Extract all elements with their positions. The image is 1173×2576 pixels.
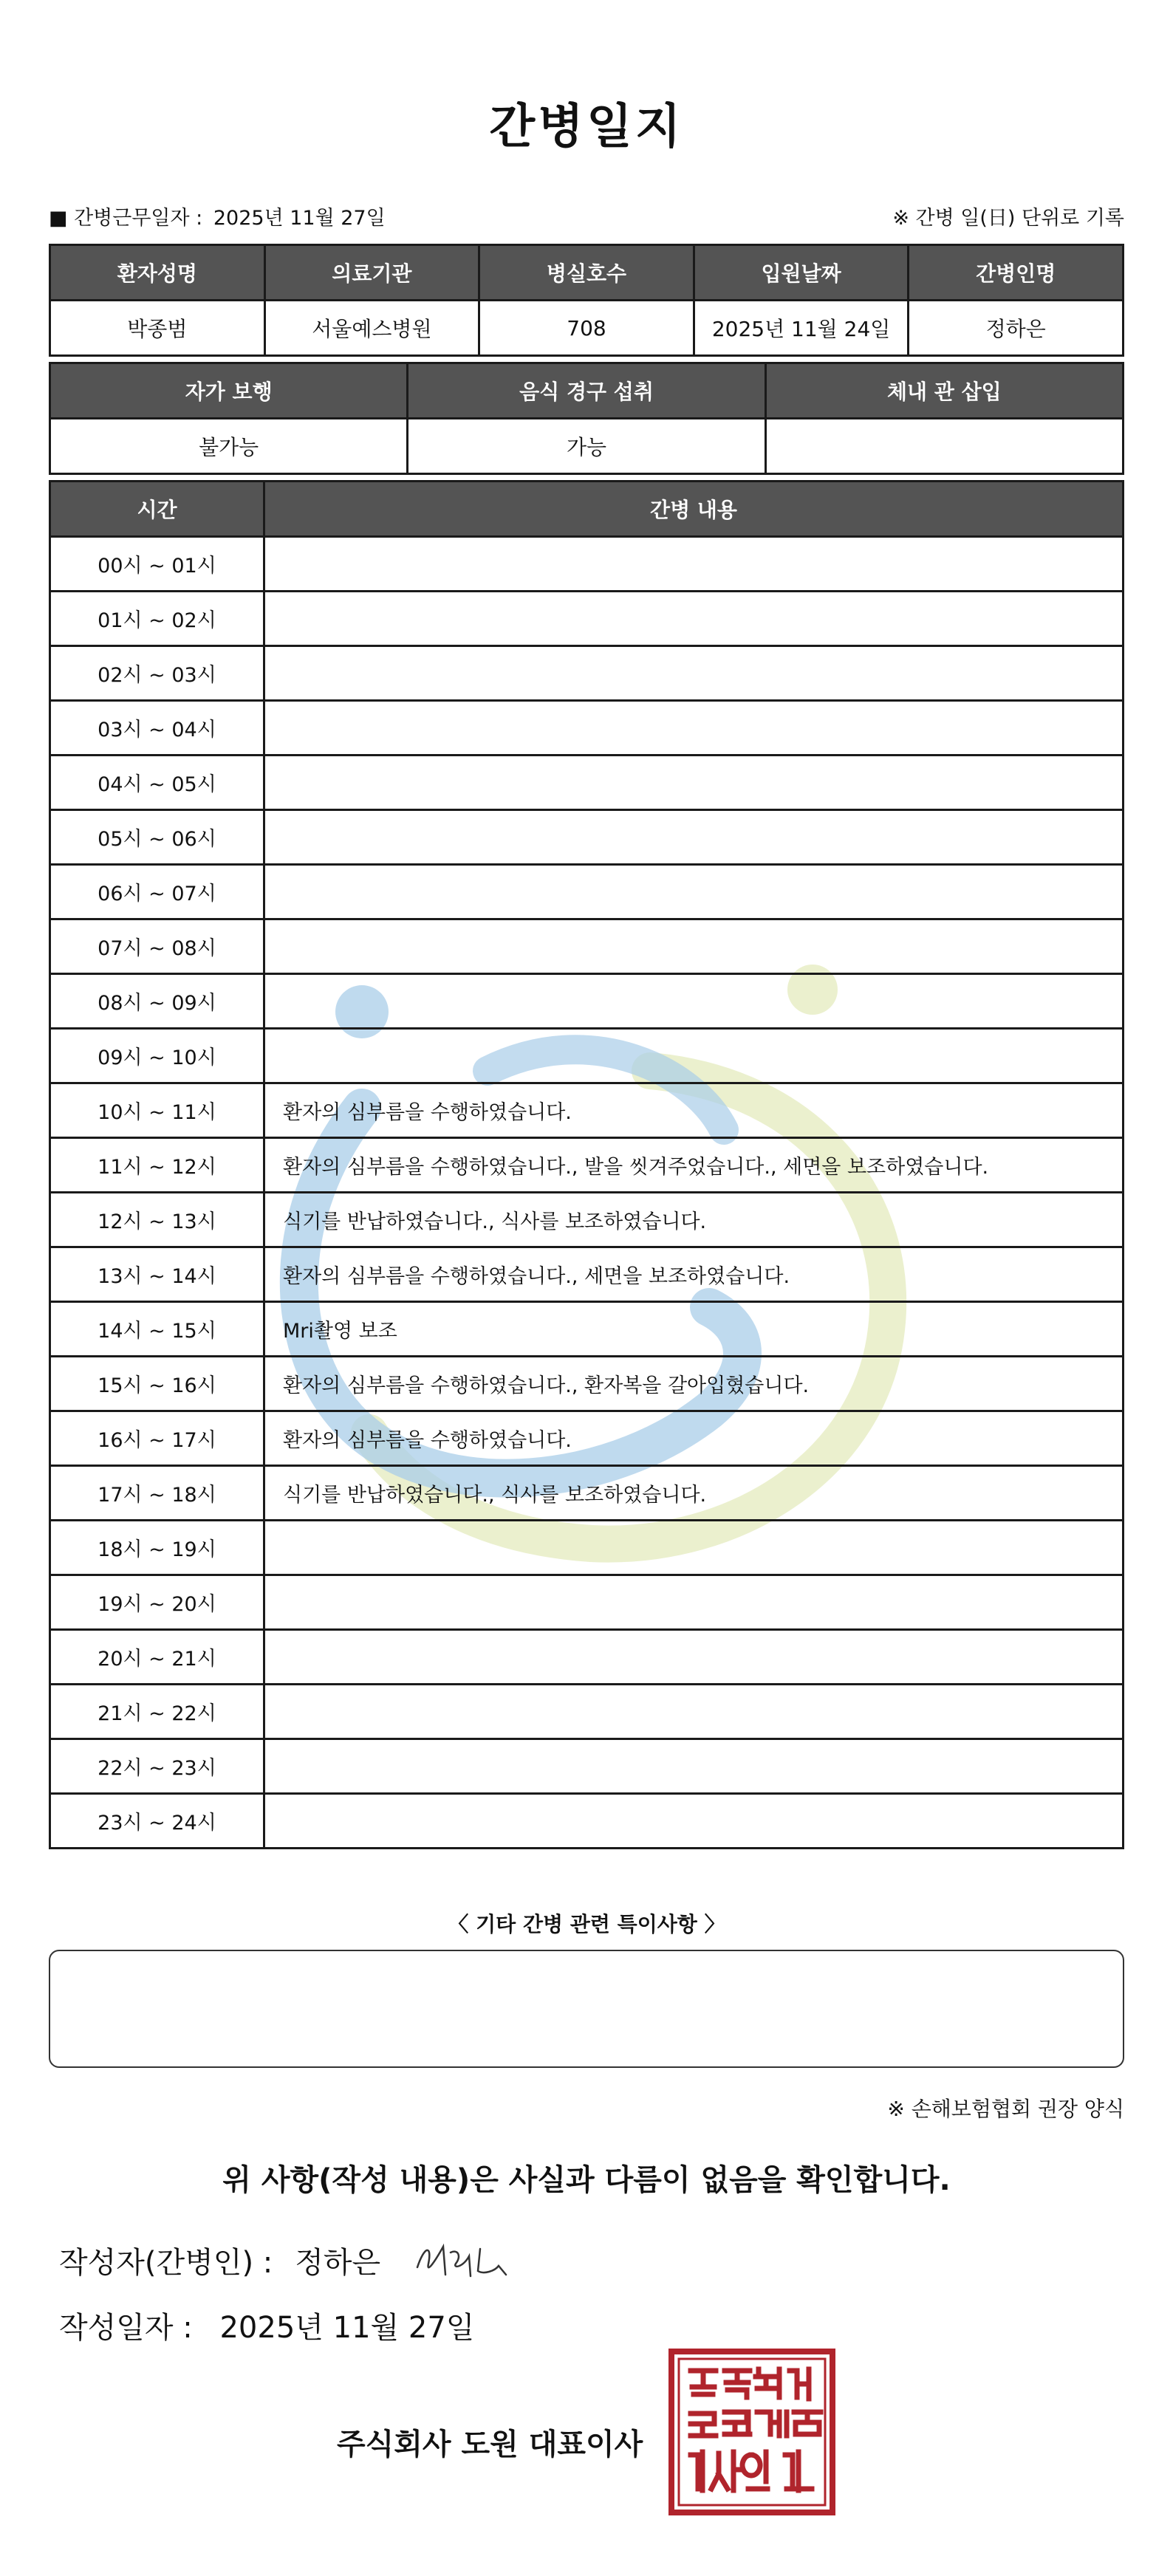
care-log-time: 05시 ~ 06시: [50, 810, 264, 865]
care-log-content: Mri촬영 보조: [264, 1302, 1124, 1357]
room-number: 708: [479, 301, 694, 356]
care-log-content: [264, 537, 1124, 592]
header-oral-intake: 음식 경구 섭취: [408, 363, 765, 419]
care-log-time: 00시 ~ 01시: [50, 537, 264, 592]
caregiver-name: 정하은: [909, 301, 1124, 356]
care-log-content: [264, 1029, 1124, 1083]
patient-status-table: [49, 362, 1124, 475]
date-value: 2025년 11월 27일: [219, 2311, 475, 2345]
confirmation-statement: 위 사항(작성 내용)은 사실과 다름이 없음을 확인합니다.: [222, 2163, 951, 2197]
care-log-time: 03시 ~ 04시: [50, 701, 264, 756]
meta-row: [49, 201, 1124, 230]
care-log-content: 환자의 심부름을 수행하였습니다., 세면을 보조하였습니다.: [264, 1247, 1124, 1302]
care-log-row: [50, 1630, 1124, 1685]
care-log-time: 08시 ~ 09시: [50, 974, 264, 1029]
oral-intake-value: 가능: [408, 419, 765, 474]
writer-name: 정하은: [295, 2245, 381, 2280]
handwritten-signature-icon: [410, 2230, 521, 2289]
work-date: [49, 202, 390, 230]
work-date-value: 2025년 11월 27일: [213, 206, 386, 230]
care-log-time: 15시 ~ 16시: [50, 1357, 264, 1411]
care-log-row: [50, 646, 1124, 701]
care-log-row: [50, 1794, 1124, 1849]
date-label: 작성일자 :: [59, 2311, 193, 2345]
header-room-number: 병실호수: [479, 245, 694, 301]
care-log-time: 21시 ~ 22시: [50, 1685, 264, 1739]
document-title: 간병일지: [489, 100, 684, 154]
care-log-content: [264, 865, 1124, 919]
writer-label: 작성자(간병인) :: [59, 2245, 273, 2280]
care-log-content: 식기를 반납하였습니다., 식사를 보조하였습니다.: [264, 1466, 1124, 1521]
writer-row: [59, 2230, 521, 2289]
header-care-content: 간병 내용: [264, 482, 1124, 537]
care-log-table: [49, 480, 1124, 1849]
header-admission-date: 입원날짜: [694, 245, 909, 301]
status-value-row: [50, 419, 1124, 474]
care-log-content: [264, 756, 1124, 810]
care-log-time: 14시 ~ 15시: [50, 1302, 264, 1357]
care-log-content: [264, 1794, 1124, 1849]
care-log-time: 01시 ~ 02시: [50, 592, 264, 646]
care-log-content: 식기를 반납하였습니다., 식사를 보조하였습니다.: [264, 1193, 1124, 1247]
notes-title: 〈 기타 간병 관련 특이사항 〉: [448, 1912, 725, 1936]
care-log-row: [50, 1685, 1124, 1739]
company-seal-icon: [668, 2349, 835, 2515]
header-hospital: 의료기관: [264, 245, 479, 301]
care-log-content: [264, 701, 1124, 756]
care-log-time: 12시 ~ 13시: [50, 1193, 264, 1247]
date-row: [59, 2304, 474, 2346]
care-log-row: [50, 1083, 1124, 1138]
care-log-row: [50, 810, 1124, 865]
patient-info-value-row: [50, 301, 1124, 356]
admission-date: 2025년 11월 24일: [694, 301, 909, 356]
care-log-content: [264, 1685, 1124, 1739]
patient-info-table: [49, 244, 1124, 357]
care-log-row: [50, 1521, 1124, 1575]
status-header-row: [50, 363, 1124, 419]
care-log-time: 18시 ~ 19시: [50, 1521, 264, 1575]
standard-form-note: ※ 손해보험협회 권장 양식: [887, 2097, 1124, 2121]
care-log-content: 환자의 심부름을 수행하였습니다.: [264, 1083, 1124, 1138]
care-log-row: [50, 1739, 1124, 1794]
care-log-content: [264, 919, 1124, 974]
care-log-content: 환자의 심부름을 수행하였습니다., 발을 씻겨주었습니다., 세면을 보조하였습니다.: [264, 1138, 1124, 1193]
care-log-row: [50, 919, 1124, 974]
care-log-row: [50, 592, 1124, 646]
care-log-row: [50, 1029, 1124, 1083]
care-log-row: [50, 1302, 1124, 1357]
care-log-time: 10시 ~ 11시: [50, 1083, 264, 1138]
care-log-row: [50, 865, 1124, 919]
header-patient-name: 환자성명: [50, 245, 265, 301]
work-date-label: ■ 간병근무일자 :: [49, 206, 203, 230]
care-log-content: [264, 592, 1124, 646]
header-time: 시간: [50, 482, 264, 537]
care-log-content: 환자의 심부름을 수행하였습니다., 환자복을 갈아입혔습니다.: [264, 1357, 1124, 1411]
care-log-time: 04시 ~ 05시: [50, 756, 264, 810]
care-log-row: [50, 1575, 1124, 1630]
record-note: ※ 간병 일(日) 단위로 기록: [892, 206, 1124, 230]
care-log-content: [264, 1630, 1124, 1685]
care-log-content: [264, 646, 1124, 701]
header-self-walking: 자가 보행: [50, 363, 408, 419]
care-log-row: [50, 1138, 1124, 1193]
care-log-content: [264, 1739, 1124, 1794]
care-log-row: [50, 1193, 1124, 1247]
care-log-time: 22시 ~ 23시: [50, 1739, 264, 1794]
care-log-row: [50, 1411, 1124, 1466]
notes-box: [49, 1950, 1124, 2068]
hospital-name: 서울예스병원: [264, 301, 479, 356]
care-log-row: [50, 1466, 1124, 1521]
patient-info-header-row: [50, 245, 1124, 301]
care-log-time: 09시 ~ 10시: [50, 1029, 264, 1083]
care-log-time: 06시 ~ 07시: [50, 865, 264, 919]
care-log-time: 11시 ~ 12시: [50, 1138, 264, 1193]
care-log-time: 19시 ~ 20시: [50, 1575, 264, 1630]
header-caregiver-name: 간병인명: [909, 245, 1124, 301]
care-log-content: [264, 1575, 1124, 1630]
patient-name: 박종범: [50, 301, 265, 356]
care-log-time: 16시 ~ 17시: [50, 1411, 264, 1466]
tube-insertion-value: [765, 419, 1123, 474]
care-log-content: [264, 810, 1124, 865]
care-log-time: 20시 ~ 21시: [50, 1630, 264, 1685]
care-log-content: [264, 1521, 1124, 1575]
care-log-body: [50, 537, 1124, 1849]
care-log-content: 환자의 심부름을 수행하였습니다.: [264, 1411, 1124, 1466]
care-log-row: [50, 701, 1124, 756]
self-walking-value: 불가능: [50, 419, 408, 474]
company-signature-line: 주식회사 도원 대표이사: [337, 2428, 643, 2462]
care-log-row: [50, 1357, 1124, 1411]
care-log-time: 02시 ~ 03시: [50, 646, 264, 701]
care-log-row: [50, 1247, 1124, 1302]
care-log-row: [50, 756, 1124, 810]
care-log-row: [50, 537, 1124, 592]
care-log-time: 23시 ~ 24시: [50, 1794, 264, 1849]
care-log-row: [50, 974, 1124, 1029]
care-log-time: 13시 ~ 14시: [50, 1247, 264, 1302]
care-log-time: 07시 ~ 08시: [50, 919, 264, 974]
care-log-content: [264, 974, 1124, 1029]
care-log-header-row: [50, 482, 1124, 537]
header-tube-insertion: 체내 관 삽입: [765, 363, 1123, 419]
care-log-time: 17시 ~ 18시: [50, 1466, 264, 1521]
